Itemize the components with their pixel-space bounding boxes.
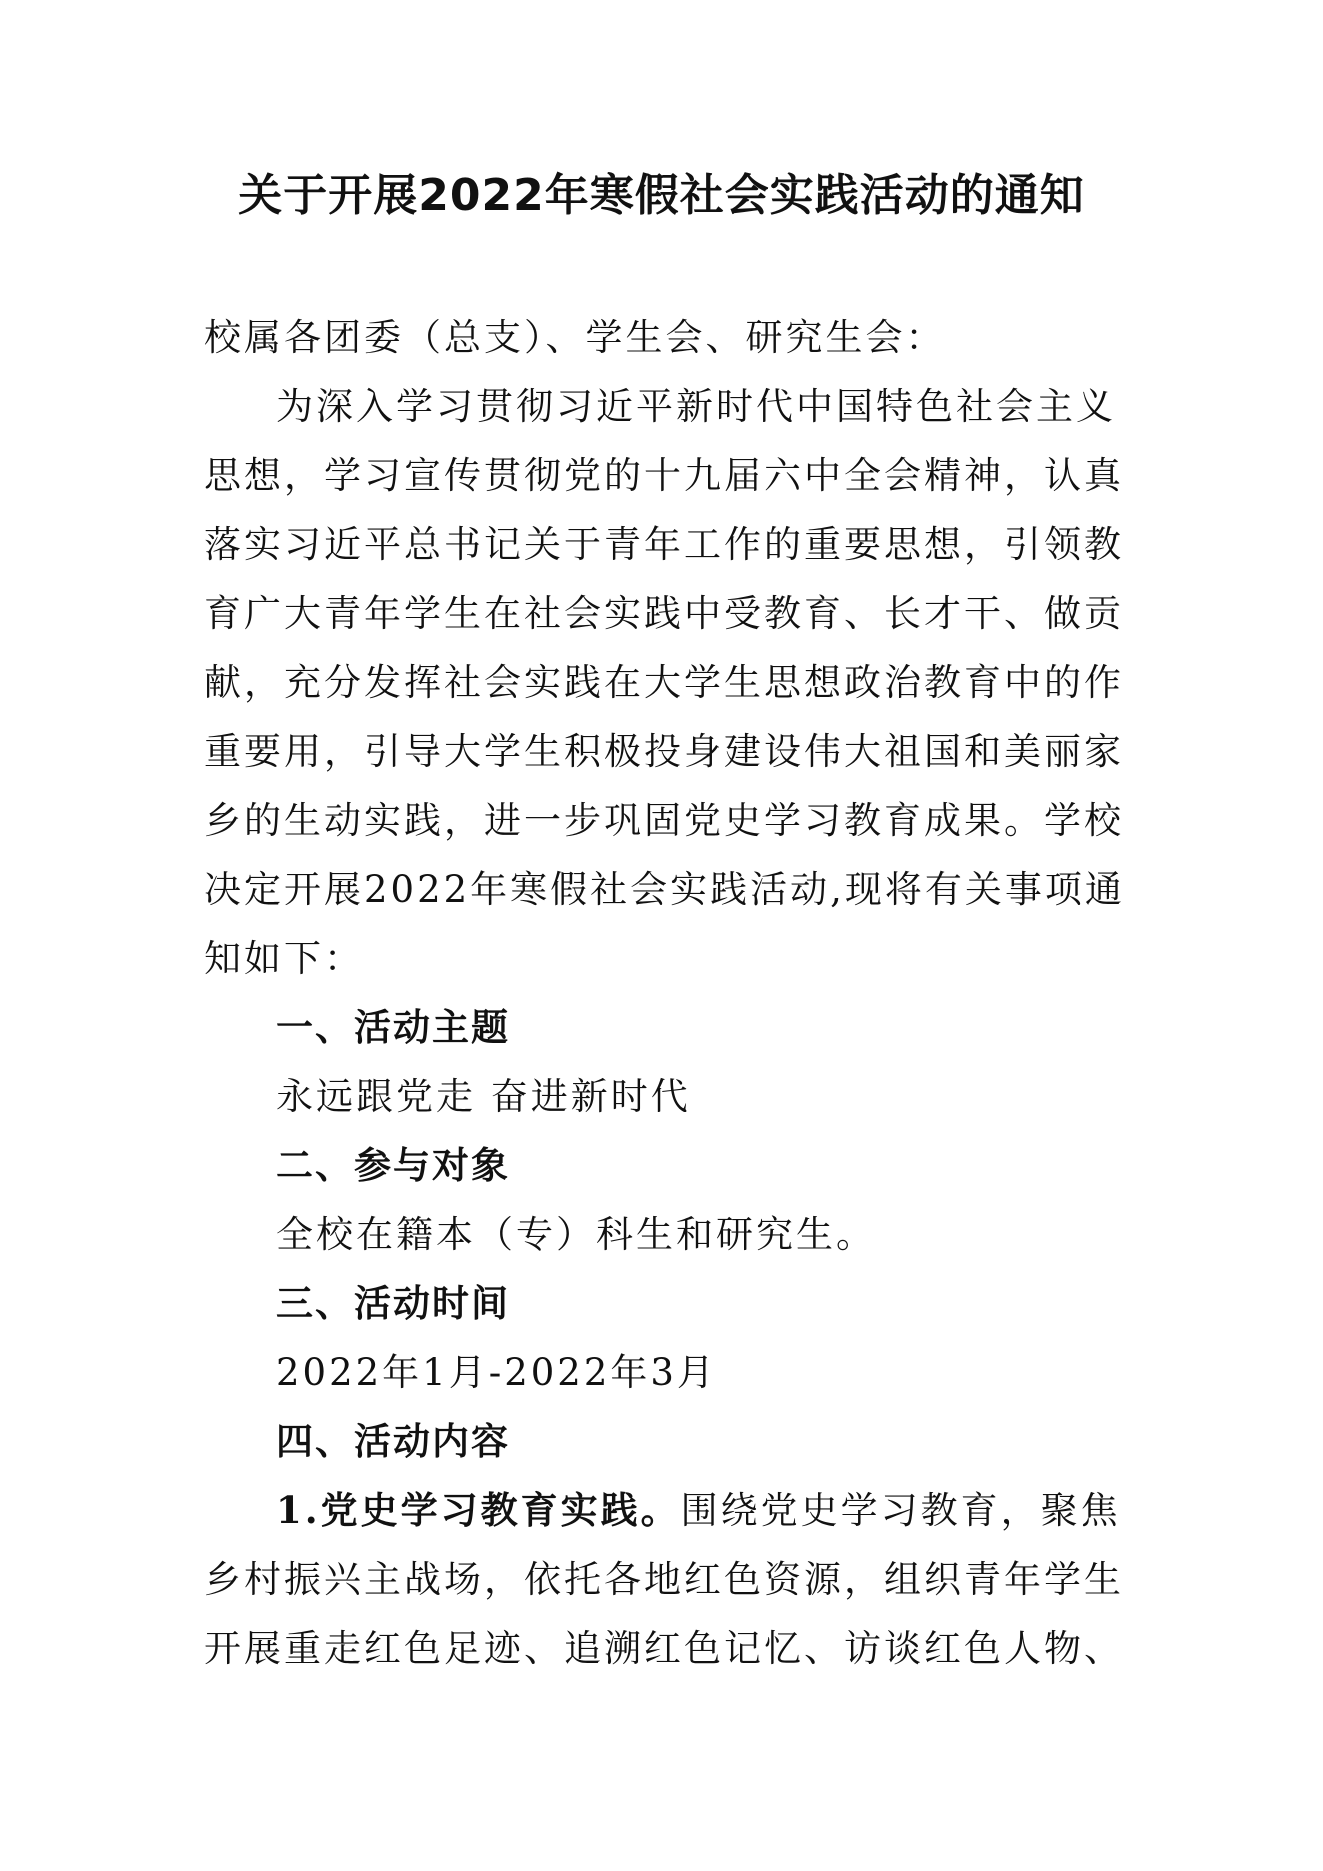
section-heading-theme: 一、活动主题 [276, 1006, 510, 1049]
item-1-text: 围绕党史学习教育，聚焦 [680, 1489, 1121, 1532]
item-1-first-line [204, 1476, 1130, 1545]
section-heading-content: 四、活动内容 [276, 1420, 510, 1463]
intro-line: 落实习近平总书记关于青年工作的重要思想，引领教 [204, 523, 1124, 566]
intro-line: 为深入学习贯彻习近平新时代中国特色社会主义 [276, 385, 1116, 428]
document-body [204, 303, 1130, 1683]
section-text-theme: 永远跟党走 奋进新时代 [276, 1075, 691, 1118]
intro-line: 思想，学习宣传贯彻党的十九届六中全会精神，认真 [204, 454, 1124, 497]
section-heading-time: 三、活动时间 [276, 1282, 510, 1325]
item-1-lead: 1.党史学习教育实践。 [276, 1488, 681, 1532]
salutation: 校属各团委（总支）、学生会、研究生会： [204, 316, 946, 359]
section-text-time: 2022年1月-2022年3月 [276, 1351, 717, 1394]
page-title: 关于开展2022年寒假社会实践活动的通知 [238, 170, 1085, 221]
section-text-participants: 全校在籍本（专）科生和研究生。 [276, 1213, 876, 1256]
section-heading-participants: 二、参与对象 [276, 1144, 510, 1187]
intro-line: 育广大青年学生在社会实践中受教育、长才干、做贡 [204, 592, 1124, 635]
intro-line: 知如下： [204, 937, 364, 980]
intro-line: 重要用，引导大学生积极投身建设伟大祖国和美丽家 [204, 730, 1124, 773]
item-1-line: 开展重走红色足迹、追溯红色记忆、访谈红色人物、 [204, 1627, 1124, 1670]
intro-line: 献，充分发挥社会实践在大学生思想政治教育中的作 [204, 661, 1124, 704]
intro-line: 决定开展2022年寒假社会实践活动,现将有关事项通 [204, 868, 1125, 911]
item-1-line: 乡村振兴主战场，依托各地红色资源，组织青年学生 [204, 1558, 1124, 1601]
intro-line: 乡的生动实践，进一步巩固党史学习教育成果。学校 [204, 799, 1124, 842]
